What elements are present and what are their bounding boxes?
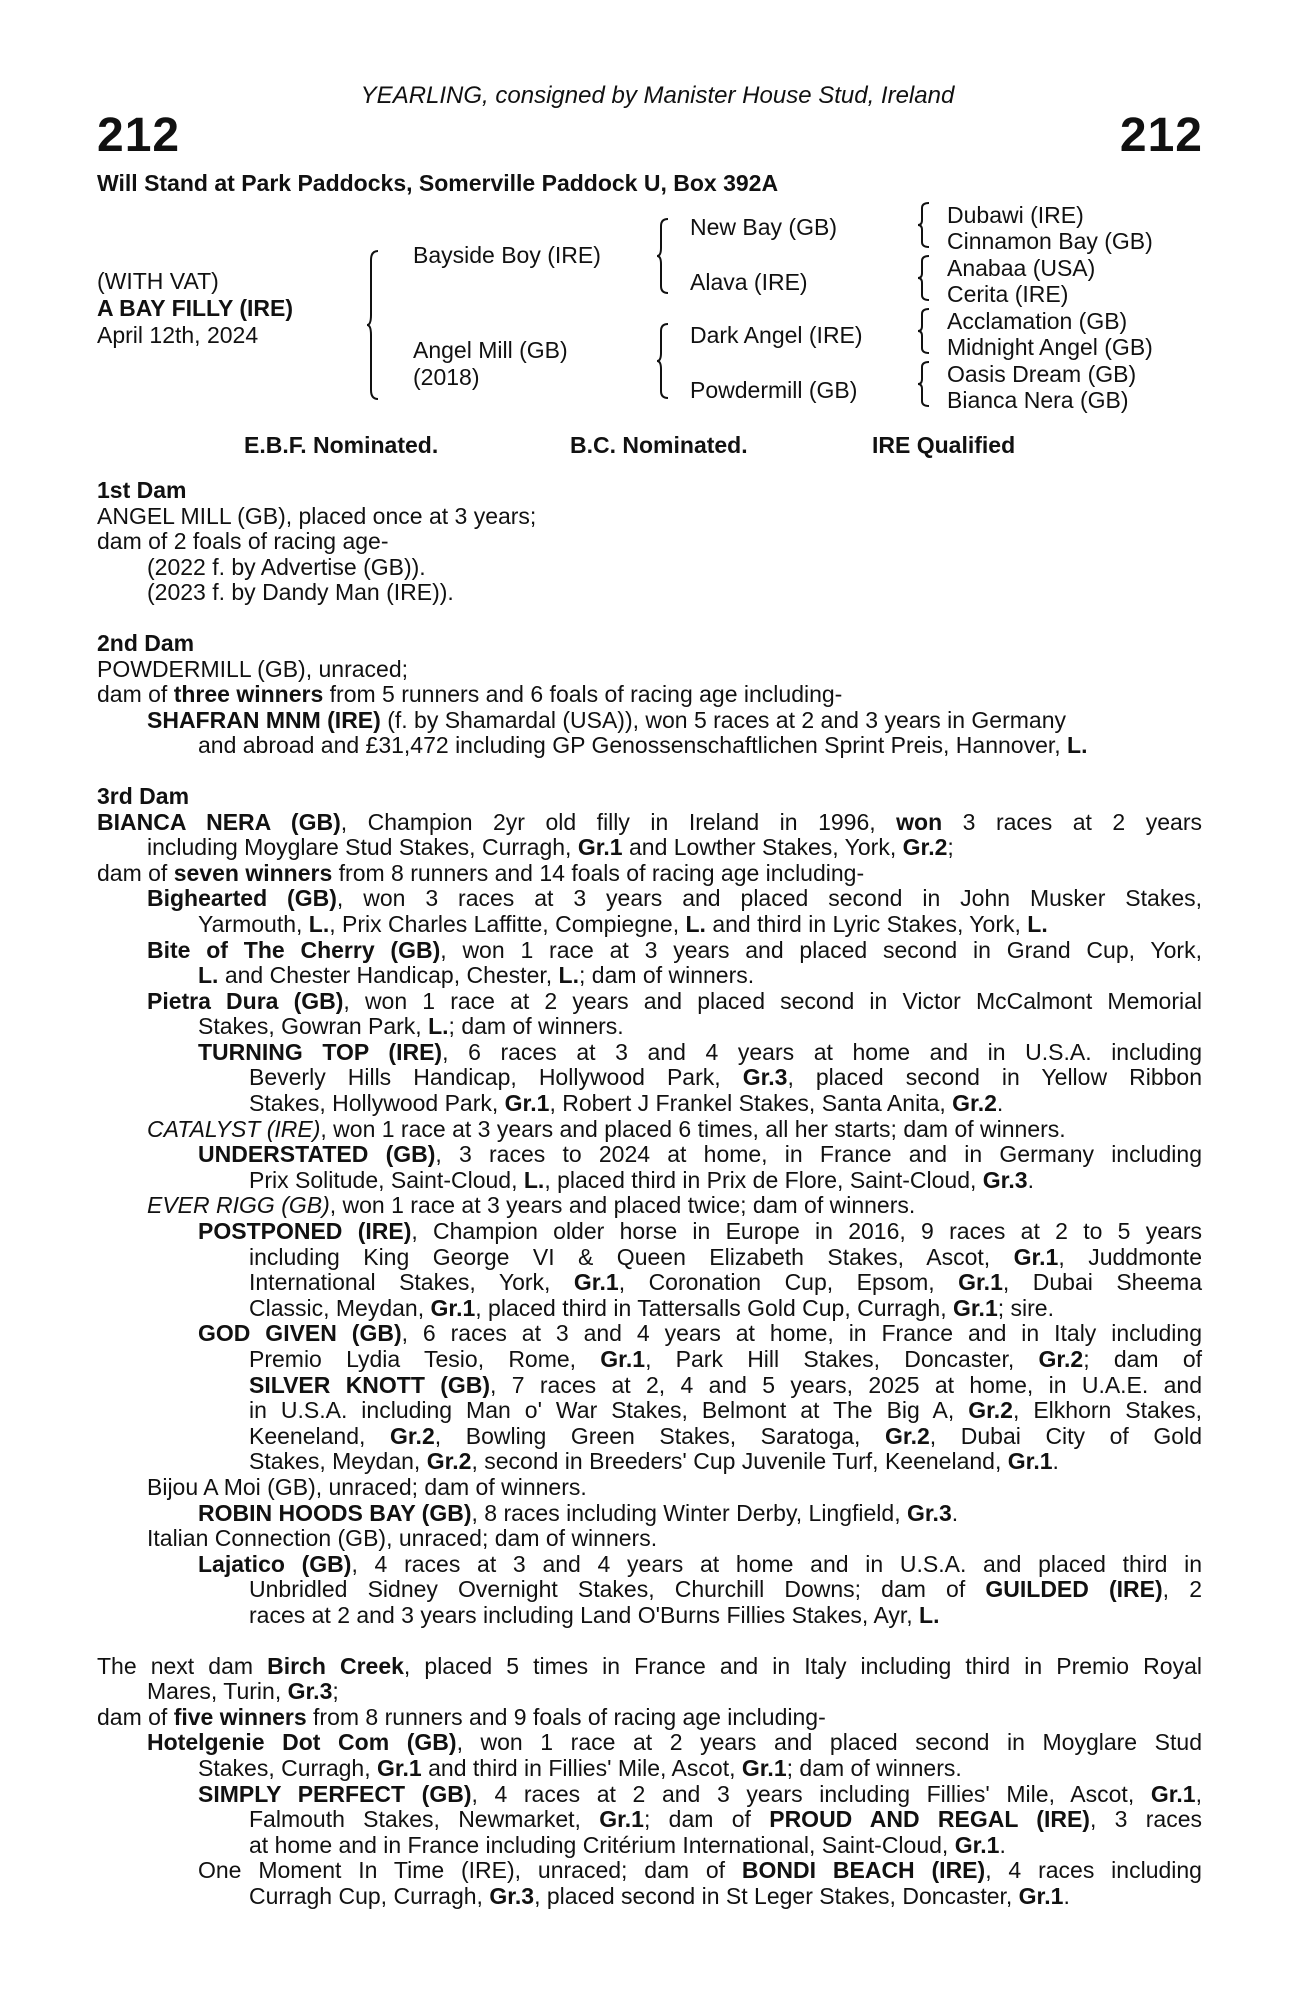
progeny-entry: SILVER KNOTT (GB), 7 races at 2, 4 and 5 years, 2025 at home, in U.A.E. and <box>249 1371 1202 1398</box>
progeny-entry: Lajatico (GB), 4 races at 3 and 4 years at home and in U.S.A. and placed third in <box>198 1550 1202 1577</box>
stand-location: Will Stand at Park Paddocks, Somerville Paddock U, Box 392A <box>97 170 779 196</box>
nomination-bc: B.C. Nominated. <box>570 432 748 458</box>
second-dam-progeny: SHAFRAN MNM (IRE) (f. by Shamardal (USA)), won 5 races at 2 and 3 years in Germany <box>147 706 1066 733</box>
progeny-entry: Classic, Meydan, Gr.1, placed third in Tattersalls Gold Cup, Curragh, Gr.1; sire. <box>249 1294 1054 1321</box>
gen4-3: Anabaa (USA) <box>947 255 1096 281</box>
progeny-entry: Hotelgenie Dot Com (GB), won 1 race at 2 years and placed second in Moyglare Stud <box>147 1729 1202 1756</box>
pedigree-brace-dam <box>656 323 670 399</box>
gen4-2: Cinnamon Bay (GB) <box>947 228 1153 254</box>
progeny-entry: at home and in France including Critérium International, Saint-Cloud, Gr.1. <box>249 1831 1006 1858</box>
sire-name: Bayside Boy (IRE) <box>413 242 601 268</box>
pedigree-brace-g3-4 <box>917 361 931 407</box>
next-dam-line: Mares, Turin, Gr.3; <box>147 1678 339 1705</box>
progeny-entry: Falmouth Stakes, Newmarket, Gr.1; dam of PROUD AND REGAL (IRE), 3 races <box>249 1806 1202 1833</box>
first-dam-foal: (2022 f. by Advertise (GB)). <box>147 553 426 580</box>
progeny-entry: Stakes, Meydan, Gr.2, second in Breeders' Cup Juvenile Turf, Keeneland, Gr.1. <box>249 1448 1059 1475</box>
progeny-entry: Prix Solitude, Saint-Cloud, L., placed third in Prix de Flore, Saint-Cloud, Gr.3. <box>249 1166 1034 1193</box>
progeny-entry: Bighearted (GB), won 3 races at 3 years and placed second in John Musker Stakes, <box>147 885 1202 912</box>
gen3-3: Dark Angel (IRE) <box>690 322 863 348</box>
pedigree-brace-sire <box>656 218 670 294</box>
pedigree-brace-main <box>366 250 380 400</box>
catalogue-body <box>97 478 1202 1909</box>
gen4-7: Oasis Dream (GB) <box>947 361 1137 387</box>
next-dam-line: The next dam Birch Creek, placed 5 times in France and in Italy including third in Premio Royal <box>97 1652 1202 1679</box>
nomination-ire: IRE Qualified <box>872 432 1016 458</box>
progeny-entry: races at 2 and 3 years including Land O'Burns Fillies Stakes, Ayr, L. <box>249 1601 940 1628</box>
gen4-6: Midnight Angel (GB) <box>947 334 1153 360</box>
gen4-5: Acclamation (GB) <box>947 308 1128 334</box>
horse-dob: April 12th, 2024 <box>97 322 259 348</box>
progeny-entry: Bijou A Moi (GB), unraced; dam of winners. <box>147 1473 587 1500</box>
third-dam-line: dam of seven winners from 8 runners and 14 foals of racing age including- <box>97 859 865 886</box>
vat-note: (WITH VAT) <box>97 268 219 294</box>
progeny-entry: ROBIN HOODS BAY (GB), 8 races including Winter Derby, Lingfield, Gr.3. <box>198 1499 959 1526</box>
gen4-1: Dubawi (IRE) <box>947 202 1084 228</box>
progeny-entry: Italian Connection (GB), unraced; dam of winners. <box>147 1525 658 1552</box>
progeny-entry: Keeneland, Gr.2, Bowling Green Stakes, Saratoga, Gr.2, Dubai City of Gold <box>249 1422 1203 1449</box>
progeny-entry: International Stakes, York, Gr.1, Coronation Cup, Epsom, Gr.1, Dubai Sheema <box>249 1269 1203 1296</box>
progeny-entry: SIMPLY PERFECT (GB), 4 races at 2 and 3 years including Fillies' Mile, Ascot, Gr.1, <box>198 1780 1202 1807</box>
pedigree-brace-g3-1 <box>917 202 931 248</box>
progeny-entry: UNDERSTATED (GB), 3 races to 2024 at home, in France and in Germany including <box>198 1141 1202 1168</box>
first-dam-foal: (2023 f. by Dandy Man (IRE)). <box>147 579 454 606</box>
progeny-entry: Stakes, Hollywood Park, Gr.1, Robert J Frankel Stakes, Santa Anita, Gr.2. <box>249 1090 1004 1117</box>
progeny-entry: TURNING TOP (IRE), 6 races at 3 and 4 years at home and in U.S.A. including <box>198 1038 1202 1065</box>
progeny-entry: Curragh Cup, Curragh, Gr.3, placed second in St Leger Stakes, Doncaster, Gr.1. <box>249 1882 1070 1909</box>
progeny-entry: Unbridled Sidney Overnight Stakes, Churchill Downs; dam of GUILDED (IRE), 2 <box>249 1576 1202 1603</box>
progeny-entry: EVER RIGG (GB), won 1 race at 3 years and placed twice; dam of winners. <box>147 1192 916 1219</box>
dam-year: (2018) <box>413 364 480 390</box>
progeny-entry: Beverly Hills Handicap, Hollywood Park, Gr.3, placed second in Yellow Ribbon <box>249 1064 1202 1091</box>
third-dam-line: BIANCA NERA (GB), Champion 2yr old filly in Ireland in 1996, won 3 races at 2 years <box>97 808 1202 835</box>
progeny-entry: Pietra Dura (GB), won 1 race at 2 years and placed second in Victor McCalmont Memorial <box>147 987 1202 1014</box>
horse-name: A BAY FILLY (IRE) <box>97 295 293 321</box>
progeny-entry: Premio Lydia Tesio, Rome, Gr.1, Park Hill Stakes, Doncaster, Gr.2; dam of <box>249 1346 1202 1372</box>
gen3-1: New Bay (GB) <box>690 214 837 240</box>
nomination-ebf: E.B.F. Nominated. <box>244 432 439 458</box>
consigned-line: YEARLING, consigned by Manister House Stud, Ireland <box>360 82 955 109</box>
gen3-2: Alava (IRE) <box>690 269 808 295</box>
gen3-4: Powdermill (GB) <box>690 377 858 403</box>
first-dam-line: ANGEL MILL (GB), placed once at 3 years; <box>97 502 537 529</box>
progeny-entry: One Moment In Time (IRE), unraced; dam of BONDI BEACH (IRE), 4 races including <box>198 1857 1202 1884</box>
second-dam-line: POWDERMILL (GB), unraced; <box>97 655 409 682</box>
second-dam-line: dam of three winners from 5 runners and 6 foals of racing age including- <box>97 681 843 708</box>
first-dam-heading: 1st Dam <box>97 477 187 503</box>
progeny-entry: CATALYST (IRE), won 1 race at 3 years and placed 6 times, all her starts; dam of winners. <box>147 1115 1066 1142</box>
progeny-entry: including King George VI & Queen Elizabeth Stakes, Ascot, Gr.1, Juddmonte <box>249 1243 1202 1270</box>
first-dam-line: dam of 2 foals of racing age- <box>97 528 389 555</box>
progeny-entry: Bite of The Cherry (GB), won 1 race at 3 years and placed second in Grand Cup, York, <box>147 936 1202 963</box>
pedigree-brace-g3-2 <box>917 255 931 301</box>
third-dam-line: including Moyglare Stud Stakes, Curragh, Gr.1 and Lowther Stakes, York, Gr.2; <box>147 834 954 861</box>
lot-number-left: 212 <box>97 109 181 162</box>
dam-name: Angel Mill (GB) <box>413 337 568 363</box>
second-dam-heading: 2nd Dam <box>97 629 195 656</box>
gen4-4: Cerita (IRE) <box>947 281 1069 307</box>
pedigree-brace-g3-3 <box>917 308 931 354</box>
progeny-entry: Stakes, Gowran Park, L.; dam of winners. <box>198 1013 624 1040</box>
gen4-8: Bianca Nera (GB) <box>947 387 1129 413</box>
progeny-entry: L. and Chester Handicap, Chester, L.; dam of winners. <box>198 962 755 989</box>
progeny-entry: Yarmouth, L., Prix Charles Laffitte, Compiegne, L. and third in Lyric Stakes, York, L. <box>198 910 1048 937</box>
second-dam-progeny: and abroad and £31,472 including GP Genossenschaftlichen Sprint Preis, Hannover, L. <box>198 732 1088 759</box>
lot-number-right: 212 <box>1119 109 1203 162</box>
progeny-entry: POSTPONED (IRE), Champion older horse in Europe in 2016, 9 races at 2 to 5 years <box>198 1218 1202 1245</box>
next-dam-line: dam of five winners from 8 runners and 9 foals of racing age including- <box>97 1703 826 1730</box>
progeny-entry: in U.S.A. including Man o' War Stakes, Belmont at The Big A, Gr.2, Elkhorn Stakes, <box>249 1397 1203 1424</box>
progeny-entry: GOD GIVEN (GB), 6 races at 3 and 4 years at home, in France and in Italy including <box>198 1320 1203 1347</box>
third-dam-heading: 3rd Dam <box>97 782 190 809</box>
progeny-entry: Stakes, Curragh, Gr.1 and third in Fillies' Mile, Ascot, Gr.1; dam of winners. <box>198 1754 962 1781</box>
